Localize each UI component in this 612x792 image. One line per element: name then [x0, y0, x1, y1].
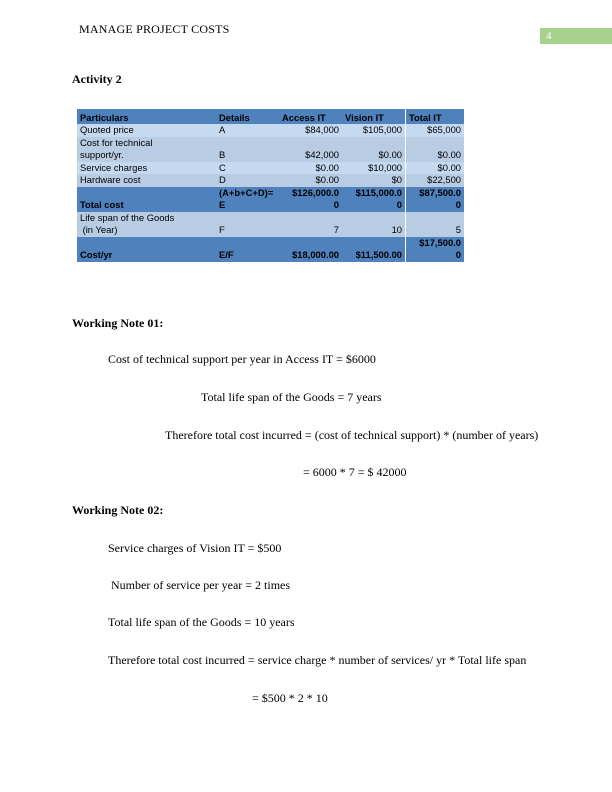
working-note-2-line: Service charges of Vision IT = $500 — [108, 541, 282, 555]
activity-heading: Activity 2 — [72, 72, 122, 86]
page-number: 4 — [540, 28, 612, 44]
working-note-2-heading: Working Note 02: — [72, 503, 164, 517]
cell-details: D — [216, 174, 279, 187]
working-note-2-line: Therefore total cost incurred = service charge * number of services/ yr * Total life span — [108, 653, 527, 667]
cell-details: B — [216, 137, 279, 162]
working-note-1-line: Total life span of the Goods = 7 years — [201, 390, 382, 404]
col-header-access-it: Access IT — [279, 109, 342, 124]
cell-access-it: $0.00 — [279, 174, 342, 187]
cell-access-it — [279, 187, 342, 212]
cell-vision-it: $0 — [342, 174, 406, 187]
cell-line: $126,000.0 — [292, 186, 339, 198]
cost-table — [77, 109, 464, 262]
cell-line: 0 — [455, 199, 461, 210]
table-row — [77, 212, 464, 237]
cell-particulars: Hardware cost — [77, 174, 216, 187]
cell-particulars — [77, 212, 216, 237]
cell-line: $87,500.0 — [419, 186, 461, 198]
cell-total-it: $22,500 — [406, 174, 465, 187]
cell-line: Life span of the Goods — [80, 211, 175, 223]
cell-line: $115,000.0 — [355, 186, 402, 198]
cell-particulars: Quoted price — [77, 124, 216, 137]
working-note-2-line: Total life span of the Goods = 10 years — [108, 615, 295, 629]
cell-details: C — [216, 162, 279, 175]
cell-vision-it: 10 — [342, 212, 406, 237]
col-header-details: Details — [216, 109, 279, 124]
cell-particulars: Cost/yr — [77, 237, 216, 262]
cell-vision-it: $10,000 — [342, 162, 406, 175]
cell-vision-it: $11,500.00 — [342, 237, 406, 262]
cell-vision-it: $0.00 — [342, 137, 406, 162]
working-note-1-line: = 6000 * 7 = $ 42000 — [303, 465, 407, 479]
cell-line: 0 — [333, 199, 339, 210]
table-row — [77, 174, 464, 187]
cell-access-it: $84,000 — [279, 124, 342, 137]
cell-total-it — [406, 237, 465, 262]
cell-line: (in Year) — [80, 224, 118, 235]
table-header-row — [77, 109, 464, 124]
col-header-total-it: Total IT — [406, 109, 465, 124]
cell-access-it: $0.00 — [279, 162, 342, 175]
cell-details: E/F — [216, 237, 279, 262]
cell-line: 0 — [455, 249, 461, 260]
cell-details: F — [216, 212, 279, 237]
cell-line: (A+b+C+D)= — [219, 186, 274, 198]
cell-access-it: 7 — [279, 212, 342, 237]
cell-vision-it: $105,000 — [342, 124, 406, 137]
cell-access-it: $42,000 — [279, 137, 342, 162]
cell-total-it: $0.00 — [406, 137, 465, 162]
working-note-2-line: Number of service per year = 2 times — [108, 578, 291, 592]
cell-total-it — [406, 187, 465, 212]
working-note-1-line: Cost of technical support per year in Access IT = $6000 — [108, 352, 376, 366]
col-header-vision-it: Vision IT — [342, 109, 406, 124]
table-row — [77, 137, 464, 162]
header-title: MANAGE PROJECT COSTS — [79, 22, 230, 36]
table-row — [77, 124, 464, 137]
cell-particulars — [77, 137, 216, 162]
cell-access-it: $18,000.00 — [279, 237, 342, 262]
cell-total-it: $65,000 — [406, 124, 465, 137]
table-row — [77, 162, 464, 175]
col-header-particulars: Particulars — [77, 109, 216, 124]
cell-total-it: 5 — [406, 212, 465, 237]
working-note-2-line: = $500 * 2 * 10 — [252, 691, 328, 705]
cell-line: 0 — [396, 199, 402, 210]
cell-total-it: $0.00 — [406, 162, 465, 175]
cell-particulars: Service charges — [77, 162, 216, 175]
cell-line: E — [219, 199, 226, 210]
cell-line: support/yr. — [80, 149, 124, 160]
cell-line: Cost for technical — [80, 136, 153, 148]
table-row-total-cost — [77, 187, 464, 212]
working-note-1-line: Therefore total cost incurred = (cost of technical support) * (number of years) — [165, 428, 539, 442]
cell-line: $17,500.0 — [419, 236, 461, 248]
working-note-1-heading: Working Note 01: — [72, 316, 164, 330]
cell-vision-it — [342, 187, 406, 212]
cell-details: A — [216, 124, 279, 137]
cell-details — [216, 187, 279, 212]
cell-particulars: Total cost — [77, 187, 216, 212]
table-row-cost-per-year — [77, 237, 464, 262]
